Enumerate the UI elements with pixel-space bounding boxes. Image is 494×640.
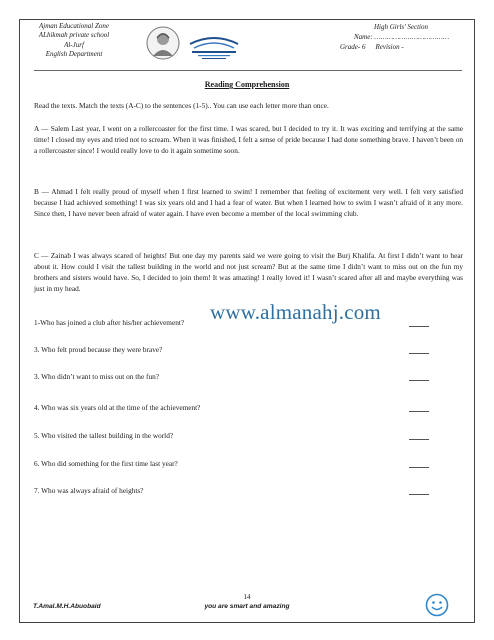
text-b: B — Ahmad I felt really proud of myself when I first learned to swim! I remember that feeling of excitement very well. I felt very satisfied because I had achieved something! I was six years old and I had a fear of water. But when I learned how to swim I wasn’t afraid of it any more. Since then, I have never been afraid of water again. I have even become a member of the local swimming club. — [34, 187, 463, 218]
question-6: 6. Who did something for the first time last year? — [34, 459, 178, 468]
location-line: Al-Jurf — [64, 40, 84, 49]
watermark: www.almanahj.com — [210, 300, 381, 324]
grade-line — [340, 42, 449, 52]
question-7: 7. Who was always afraid of heights? — [34, 486, 144, 495]
question-2: 3. Who felt proud because they were brave? — [34, 345, 163, 354]
author-name: T.Amal.M.H.Abuobaid — [33, 603, 101, 610]
answer-blank-2[interactable] — [409, 353, 429, 354]
answer-blank-7[interactable] — [409, 494, 429, 495]
answer-blank-1[interactable] — [409, 326, 429, 327]
class-info — [340, 22, 449, 52]
question-1: 1-Who has joined a club after his/her achievement? — [34, 318, 185, 327]
school-info — [33, 22, 115, 60]
school-line: ALhikmah private school — [38, 31, 110, 40]
answer-blank-3[interactable] — [409, 380, 429, 381]
zone-line: Ajman Educational Zone — [39, 22, 109, 30]
answer-blank-5[interactable] — [409, 439, 429, 440]
instructions: Read the texts. Match the texts (A-C) to the sentences (1-5).. You can use each letter more than once. — [34, 101, 329, 110]
footer-motto: you are smart and amazing — [204, 603, 290, 610]
portrait-seal-icon — [146, 26, 180, 60]
answer-blank-4[interactable] — [409, 411, 429, 412]
text-c: C — Zainab I was always scared of heights! But one day my parents said we were going to visit the Burj Khalifa. At first I didn’t want to hear about it. How could I visit the tallest building in the world and not just scream? But at the same time I didn’t want to miss out on the fun my brothers and sisters would have. So, I decided to join them! It was amazing! I really loved it! I wasn’t scared after all and maybe everything was just in my head. — [34, 251, 463, 293]
page-number: 14 — [243, 593, 251, 601]
revision-text: Revision - — [375, 43, 404, 51]
grade-text: Grade- 6 — [340, 43, 366, 51]
name-line: Name: ……………………………… — [354, 33, 450, 41]
question-5: 5. Who visited the tallest building in the world? — [34, 431, 174, 440]
department-line: English Department — [45, 50, 103, 59]
answer-blank-6[interactable] — [409, 467, 429, 468]
question-4: 4. Who was six years old at the time of the achievement? — [34, 403, 201, 412]
section-line: High Girls' Section — [374, 23, 428, 31]
question-3: 3. Who didn’t want to miss out on the fun? — [34, 372, 159, 381]
header-divider — [34, 70, 462, 71]
text-a: A — Salem Last year, I went on a rollercoaster for the first time. I was scared, but I decided to try it. It was exciting and terrifying at the same time! I closed my eyes and tried not to scream. When it was finished, I felt a sense of pride because I had done something brave. I haven’t been on a rollercoaster since! I would really love to do it again sometime soon. — [34, 124, 463, 155]
school-logo-icon — [186, 34, 242, 62]
page-title: Reading Comprehension — [204, 80, 290, 89]
smiley-face-icon — [425, 593, 449, 617]
